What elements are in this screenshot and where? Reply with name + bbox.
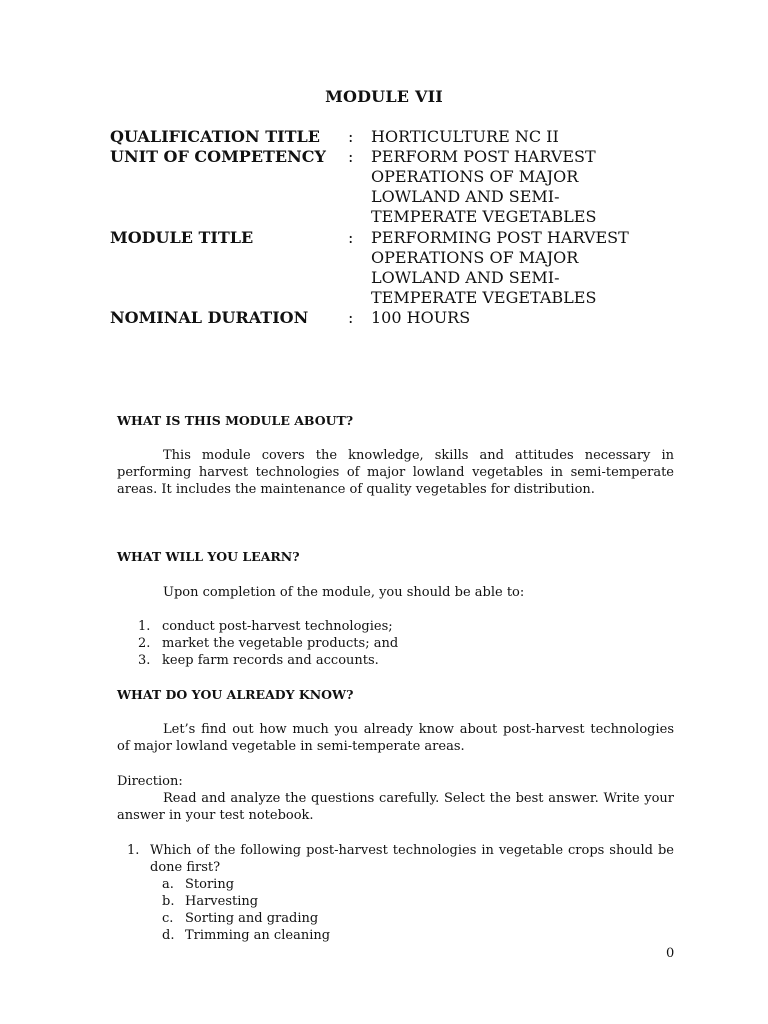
meta-label: QUALIFICATION TITLE xyxy=(110,127,320,146)
meta-value-line: 100 HOURS xyxy=(371,308,471,327)
meta-label: UNIT OF COMPETENCY xyxy=(110,147,326,166)
meta-value-line: OPERATIONS OF MAJOR xyxy=(371,167,579,186)
choice-text: Trimming an cleaning xyxy=(185,928,331,943)
meta-value-line: HORTICULTURE NC II xyxy=(371,127,559,146)
meta-colon: : xyxy=(348,147,354,166)
section-heading-about: WHAT IS THIS MODULE ABOUT? xyxy=(117,413,354,428)
answer-choice xyxy=(162,927,674,944)
about-paragraph xyxy=(117,447,674,498)
meta-value-line: TEMPERATE VEGETABLES xyxy=(371,207,597,226)
question-number: 1. xyxy=(127,843,140,858)
meta-value xyxy=(371,127,671,147)
meta-value-line: TEMPERATE VEGETABLES xyxy=(371,288,597,307)
list-item xyxy=(138,635,398,652)
module-heading: MODULE VII xyxy=(325,87,443,106)
meta-label: NOMINAL DURATION xyxy=(110,308,309,327)
answer-choice xyxy=(162,893,674,910)
direction-text: Read and analyze the questions carefully. Select the best answer. Write your answer in your test notebook. xyxy=(117,791,674,823)
meta-colon: : xyxy=(348,228,354,247)
question-text: Which of the following post-harvest technologies in vegetable crops should be done first? xyxy=(150,843,674,875)
learn-intro-text: Upon completion of the module, you should be able to: xyxy=(163,585,525,600)
choice-letter: c. xyxy=(162,911,174,926)
know-intro-text: Let’s find out how much you already know about post-harvest technologies of major lowland vegetable in semi-temperate areas. xyxy=(117,722,674,754)
section-heading-know: WHAT DO YOU ALREADY KNOW? xyxy=(117,687,354,702)
meta-value-line: LOWLAND AND SEMI- xyxy=(371,187,560,206)
meta-colon: : xyxy=(348,308,354,327)
meta-value xyxy=(371,147,671,227)
section-heading-learn: WHAT WILL YOU LEARN? xyxy=(117,549,300,564)
choice-text: Harvesting xyxy=(185,894,259,909)
choice-text: Sorting and grading xyxy=(185,911,319,926)
meta-colon: : xyxy=(348,127,354,146)
meta-value xyxy=(371,308,671,328)
choice-letter: d. xyxy=(162,928,175,943)
direction-label: Direction: xyxy=(117,774,183,789)
list-item-text: keep farm records and accounts. xyxy=(162,653,379,668)
list-item xyxy=(138,618,398,635)
list-item xyxy=(138,652,398,669)
list-item-number: 2. xyxy=(138,636,151,651)
meta-value xyxy=(371,228,671,308)
meta-value-line: PERFORM POST HARVEST xyxy=(371,147,596,166)
know-intro xyxy=(117,721,674,755)
list-item-number: 3. xyxy=(138,653,151,668)
meta-value-line: LOWLAND AND SEMI- xyxy=(371,268,560,287)
answer-choices xyxy=(162,876,674,944)
question-1 xyxy=(127,842,674,944)
answer-choice xyxy=(162,910,674,927)
list-item-text: conduct post-harvest technologies; xyxy=(162,619,393,634)
learn-intro xyxy=(117,584,674,601)
meta-value-line: OPERATIONS OF MAJOR xyxy=(371,248,579,267)
meta-value-line: PERFORMING POST HARVEST xyxy=(371,228,629,247)
choice-text: Storing xyxy=(185,877,235,892)
about-text: This module covers the knowledge, skills and attitudes necessary in performing harvest technologies of major lowland vegetables in semi-temperate areas. It includes the maintenance of quality vegetables for distribution. xyxy=(117,448,674,497)
choice-letter: b. xyxy=(162,894,175,909)
page-number: 0 xyxy=(666,946,675,961)
answer-choice xyxy=(162,876,674,893)
direction-paragraph xyxy=(117,790,674,824)
choice-letter: a. xyxy=(162,877,174,892)
learning-outcomes-list xyxy=(138,618,398,669)
list-item-number: 1. xyxy=(138,619,151,634)
meta-label: MODULE TITLE xyxy=(110,228,254,247)
list-item-text: market the vegetable products; and xyxy=(162,636,399,651)
